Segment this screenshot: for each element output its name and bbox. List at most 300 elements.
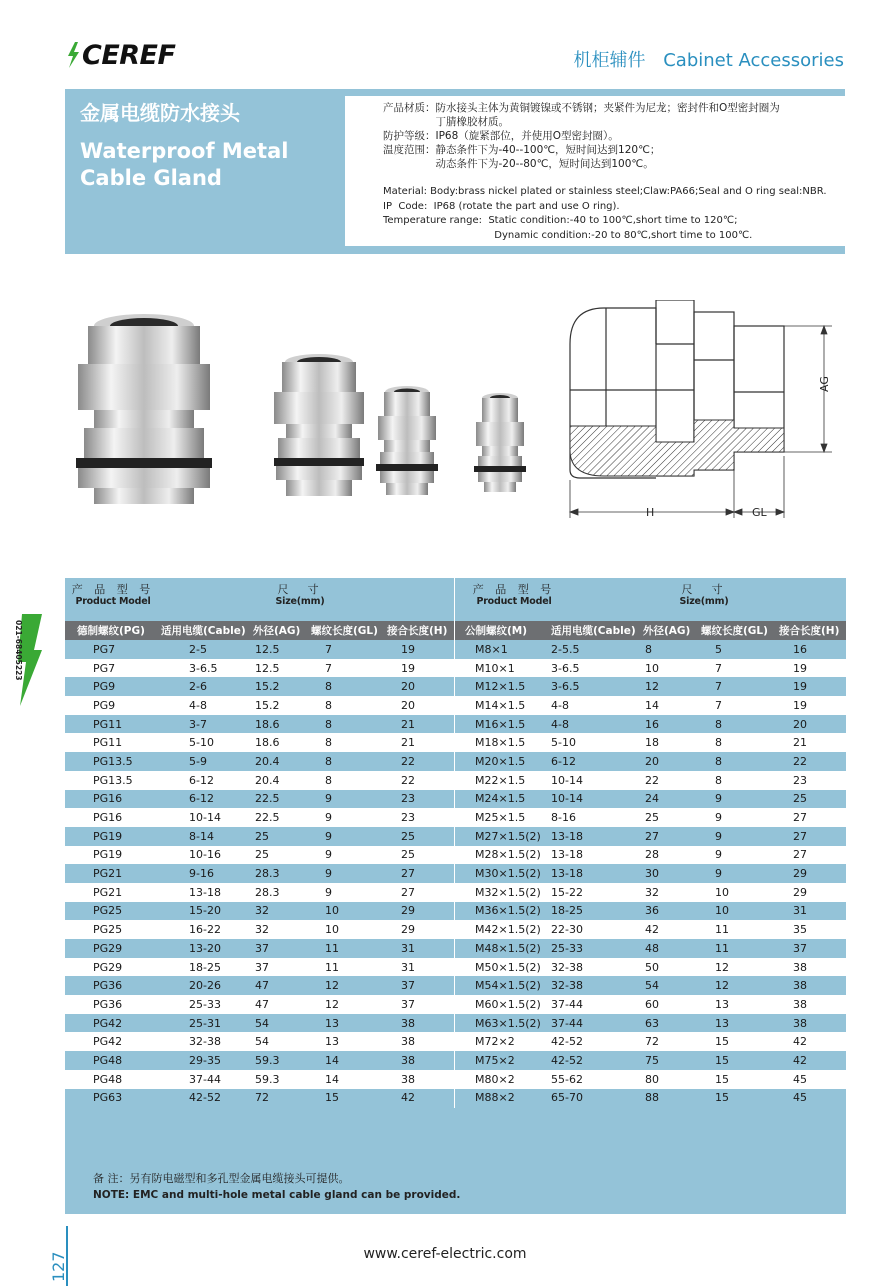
table-row [455,883,846,902]
table-cell: PG36 [93,997,123,1011]
table-cell: 11 [715,941,729,955]
table-cell: 29-35 [189,1053,221,1067]
table-cell: M24×1.5 [475,792,526,806]
table-cell: PG42 [93,1016,123,1030]
table-cell: 32-38 [551,960,583,974]
table-cell: 22 [401,754,415,768]
table-cell: 6-12 [189,792,214,806]
table-cell: 15 [715,1072,729,1086]
table-cell: 54 [645,979,659,993]
table-cell: 32 [255,904,269,918]
table-cell: 25 [645,811,659,825]
table-cell: M22×1.5 [475,773,526,787]
table-cell: 14 [325,1053,339,1067]
table-cell: PG13.5 [93,754,133,768]
table-cell: 15 [715,1091,729,1105]
desc-en-line: Dynamic condition:-20 to 80℃,short time to 100℃. [383,229,753,241]
model-header [67,584,159,608]
table-cell: M14×1.5 [475,698,526,712]
table-cell: 27 [645,829,659,843]
table-row [455,864,846,883]
table-row [65,939,454,958]
table-cell: 25 [255,829,269,843]
bolt-icon [66,42,80,68]
dim-label-h: H [646,506,655,519]
table-cell: 9 [325,848,332,862]
table-cell: 38 [401,1072,415,1086]
table-cell: 19 [401,661,415,675]
note-en: NOTE: EMC and multi-hole metal cable gland can be provided. [93,1189,461,1201]
table-cell: 37 [401,979,415,993]
table-cell: 13-18 [551,867,583,881]
table-cell: 10 [325,904,339,918]
table-cell: PG25 [93,904,123,918]
table-cell: PG16 [93,811,123,825]
table-cell: 13 [325,1016,339,1030]
desc-cn-line: 产品材质：防水接头主体为黄铜镀镍或不锈钢；夹紧件为尼龙；密封件和O型密封圈为 [383,102,780,114]
dim-label-ag: AG [818,376,831,392]
table-row [455,715,846,734]
table-cell: 42 [645,923,659,937]
desc-cn-line: 动态条件下为-20--80℃，短时间达到100℃。 [383,158,654,170]
table-cell: 22 [645,773,659,787]
table-row [455,771,846,790]
table-cell: 25 [401,829,415,843]
table-cell: 22-30 [551,923,583,937]
table-cell: 3-6.5 [189,661,218,675]
spec-table [65,578,846,1214]
side-phone-tab [12,614,42,706]
title-en-line1: Waterproof Metal [80,139,289,163]
table-cell: 10-14 [551,792,583,806]
table-cell: 13 [715,1016,729,1030]
category-cn: 机柜辅件 [573,50,646,71]
table-row [455,752,846,771]
table-cell: 5-10 [551,736,576,750]
column-header: 适用电缆(Cable) [551,625,636,637]
table-cell: 22.5 [255,811,280,825]
table-cell: 8 [715,754,722,768]
table-cell: 21 [793,736,807,750]
table-row [65,846,454,865]
table-cell: 72 [645,1035,659,1049]
table-cell: 38 [401,1016,415,1030]
table-row [65,1070,454,1089]
table-cell: 7 [715,698,722,712]
table-cell: 25 [793,792,807,806]
table-cell: 15 [715,1035,729,1049]
table-cell: 8 [715,736,722,750]
desc-cn-line: 温度范围：静态条件下为-40--100℃，短时间达到120℃； [383,144,661,156]
table-cell: 45 [793,1091,807,1105]
table-cell: 16-22 [189,923,221,937]
table-cell: 27 [401,885,415,899]
table-row [65,677,454,696]
table-row [65,790,454,809]
column-header: 适用电缆(Cable) [161,625,246,637]
table-row [65,883,454,902]
table-row [455,976,846,995]
table-cell: 20-26 [189,979,221,993]
table-cell: 47 [255,997,269,1011]
table-cell: 30 [645,867,659,881]
table-cell: 42 [401,1091,415,1105]
table-cell: PG63 [93,1091,123,1105]
table-cell: M63×1.5(2) [475,1016,541,1030]
table-cell: 5 [715,642,722,656]
note-cn: 备 注：另有防电磁型和多孔型金属电缆接头可提供。 [93,1172,350,1185]
description-en [383,185,843,243]
table-cell: 3-6.5 [551,680,580,694]
table-cell: 59.3 [255,1072,280,1086]
table-row [455,846,846,865]
title-en [80,138,340,192]
table-row [455,1051,846,1070]
table-cell: 12 [325,979,339,993]
desc-cn-line: 防护等级：IP68（旋紧部位，并使用O型密封圈）。 [383,130,619,142]
table-cell: 9 [325,811,332,825]
table-cell: 15-22 [551,885,583,899]
table-cell: 72 [255,1091,269,1105]
table-cell: 20.4 [255,754,280,768]
table-cell: 28.3 [255,885,280,899]
table-cell: 38 [401,1053,415,1067]
table-cell: PG11 [93,736,123,750]
table-cell: 9 [715,829,722,843]
table-cell: 4-8 [189,698,207,712]
table-cell: 42-52 [551,1035,583,1049]
table-cell: 5-9 [189,754,207,768]
table-cell: 25-33 [189,997,221,1011]
table-cell: PG9 [93,680,116,694]
table-cell: M10×1 [475,661,515,675]
table-cell: 13-18 [551,848,583,862]
table-cell: M28×1.5(2) [475,848,541,862]
table-cell: 42-52 [551,1053,583,1067]
column-header: 外径(AG) [643,625,691,637]
table-cell: 29 [793,885,807,899]
gland-large [76,314,212,504]
table-row [65,1032,454,1051]
dim-label-gl: GL [752,506,767,519]
table-cell: 88 [645,1091,659,1105]
table-row [455,1014,846,1033]
table-cell: PG7 [93,661,116,675]
size-header-en: Size(mm) [275,596,325,607]
table-cell: M50×1.5(2) [475,960,541,974]
table-cell: 10 [715,885,729,899]
table-row [455,902,846,921]
table-cell: PG48 [93,1072,123,1086]
table-cell: M8×1 [475,642,508,656]
table-row [455,733,846,752]
table-cell: 19 [793,680,807,694]
table-cell: 63 [645,1016,659,1030]
table-cell: 38 [793,979,807,993]
table-cell: M32×1.5(2) [475,885,541,899]
table-right-body [455,640,846,1107]
table-cell: 15-20 [189,904,221,918]
table-row [65,752,454,771]
table-cell: M60×1.5(2) [475,997,541,1011]
table-cell: PG19 [93,829,123,843]
table-left-group-header [65,578,454,621]
table-cell: 8-14 [189,829,214,843]
gland-medium [274,354,364,496]
table-cell: 25 [401,848,415,862]
table-right [455,578,846,1107]
table-cell: M25×1.5 [475,811,526,825]
table-cell: 23 [793,773,807,787]
table-cell: 11 [325,941,339,955]
table-row [455,995,846,1014]
table-row [65,715,454,734]
table-row [455,1032,846,1051]
table-cell: 48 [645,941,659,955]
table-cell: 8 [325,736,332,750]
table-cell: 11 [325,960,339,974]
table-cell: 8 [715,773,722,787]
table-cell: 13 [325,1035,339,1049]
table-cell: 42 [793,1035,807,1049]
table-row [455,920,846,939]
column-header: 德制螺纹(PG) [77,625,145,637]
table-cell: 28 [645,848,659,862]
table-cell: 38 [793,1016,807,1030]
description-cn [383,101,843,171]
table-right-group-header [455,578,846,621]
table-cell: 9 [325,792,332,806]
table-cell: 12.5 [255,642,280,656]
table-cell: 37 [255,960,269,974]
table-row [455,640,846,659]
table-cell: 8 [325,754,332,768]
table-cell: 20 [401,698,415,712]
table-cell: 18-25 [551,904,583,918]
table-cell: 10 [325,923,339,937]
table-cell: M54×1.5(2) [475,979,541,993]
table-cell: 37-44 [189,1072,221,1086]
table-cell: 38 [793,960,807,974]
size-header-cn: 尺 寸 [277,583,323,596]
table-cell: M18×1.5 [475,736,526,750]
table-cell: 32 [645,885,659,899]
table-row [65,864,454,883]
table-cell: 5-10 [189,736,214,750]
table-cell: 15 [715,1053,729,1067]
desc-en-line: IP Code: IP68 (rotate the part and use O ring). [383,200,620,212]
table-cell: 13-18 [551,829,583,843]
table-cell: 42 [793,1053,807,1067]
table-cell: 9 [715,811,722,825]
table-cell: 13-18 [189,885,221,899]
table-left-body [65,640,454,1107]
title-en-line2: Cable Gland [80,166,222,190]
table-cell: 10 [715,904,729,918]
table-cell: 2-5.5 [551,642,580,656]
table-row [65,808,454,827]
table-cell: 37 [255,941,269,955]
column-header: 接合长度(H) [387,625,448,637]
table-cell: 27 [793,848,807,862]
footer-url: www.ceref-electric.com [363,1246,527,1262]
model-header-cn: 产 品 型 号 [71,583,155,596]
table-cell: PG21 [93,885,123,899]
table-cell: 18-25 [189,960,221,974]
table-cell: 18 [645,736,659,750]
table-row [455,939,846,958]
table-cell: 21 [401,717,415,731]
table-cell: 19 [401,642,415,656]
table-cell: 31 [793,904,807,918]
desc-en-line: Temperature range: Static condition:-40 to 100℃,short time to 120℃; [383,215,738,226]
table-cell: PG42 [93,1035,123,1049]
table-cell: M30×1.5(2) [475,867,541,881]
table-cell: 6-12 [551,754,576,768]
table-cell: 9 [715,792,722,806]
table-cell: PG7 [93,642,116,656]
table-cell: 37-44 [551,1016,583,1030]
table-cell: 47 [255,979,269,993]
side-phone-number: 021-68405223 [14,620,23,681]
table-cell: 59.3 [255,1053,280,1067]
table-cell: 10-14 [551,773,583,787]
table-cell: M72×2 [475,1035,515,1049]
table-cell: 10 [645,661,659,675]
table-cell: 9 [325,829,332,843]
table-row [65,958,454,977]
table-cell: 9 [715,867,722,881]
table-cell: 24 [645,792,659,806]
table-cell: 27 [401,867,415,881]
table-cell: 16 [645,717,659,731]
page-number-text: 127 [49,1251,68,1282]
table-cell: PG13.5 [93,773,133,787]
table-cell: 15.2 [255,698,280,712]
table-cell: 29 [401,904,415,918]
table-row [455,808,846,827]
size-header-en: Size(mm) [679,596,729,607]
table-row [65,976,454,995]
table-cell: 23 [401,811,415,825]
model-header [461,584,567,608]
column-header: 外径(AG) [253,625,301,637]
gland-small [376,386,438,495]
table-cell: 37 [793,941,807,955]
table-cell: M80×2 [475,1072,515,1086]
table-right-column-headers [455,621,846,640]
table-cell: 29 [401,923,415,937]
table-cell: 13 [715,997,729,1011]
table-cell: M48×1.5(2) [475,941,541,955]
table-cell: 18.6 [255,736,280,750]
table-cell: 9 [715,848,722,862]
table-cell: PG25 [93,923,123,937]
table-cell: 25-33 [551,941,583,955]
model-header-en: Product Model [75,596,151,607]
brand-logo [66,40,175,70]
table-cell: 4-8 [551,717,569,731]
table-cell: 15.2 [255,680,280,694]
table-cell: 37 [401,997,415,1011]
table-cell: 80 [645,1072,659,1086]
table-cell: PG11 [93,717,123,731]
table-cell: 22.5 [255,792,280,806]
table-cell: 7 [325,642,332,656]
table-row [65,696,454,715]
table-cell: 31 [401,960,415,974]
table-cell: 25 [255,848,269,862]
desc-cn-line: 丁腈橡胶材质。 [383,116,509,128]
table-cell: 31 [401,941,415,955]
table-cell: 22 [401,773,415,787]
table-cell: 29 [793,867,807,881]
table-cell: 9 [325,867,332,881]
table-row [455,1070,846,1089]
table-cell: 19 [793,698,807,712]
table-cell: PG29 [93,960,123,974]
table-cell: 25-31 [189,1016,221,1030]
table-cell: M16×1.5 [475,717,526,731]
table-cell: PG9 [93,698,116,712]
table-cell: M12×1.5 [475,680,526,694]
size-header [235,584,365,608]
table-cell: PG36 [93,979,123,993]
table-cell: M20×1.5 [475,754,526,768]
table-cell: 7 [715,680,722,694]
table-row [455,827,846,846]
table-cell: PG48 [93,1053,123,1067]
table-row [65,1089,454,1108]
table-cell: 37-44 [551,997,583,1011]
table-cell: 18.6 [255,717,280,731]
table-cell: 8 [645,642,652,656]
table-row [455,958,846,977]
table-cell: 32 [255,923,269,937]
gland-mini [474,393,526,492]
model-header-cn: 产 品 型 号 [472,583,556,596]
table-left [65,578,454,1107]
table-cell: 10-14 [189,811,221,825]
table-cell: 19 [793,661,807,675]
column-header: 公制螺纹(M) [465,625,528,637]
table-cell: 65-70 [551,1091,583,1105]
table-row [65,827,454,846]
table-cell: 12 [645,680,659,694]
table-cell: 16 [793,642,807,656]
table-row [455,677,846,696]
table-cell: 32-38 [189,1035,221,1049]
category-heading [561,46,844,72]
table-cell: 9 [325,885,332,899]
table-cell: 27 [793,829,807,843]
table-cell: 2-5 [189,642,207,656]
table-cell: 54 [255,1035,269,1049]
table-cell: 8 [325,773,332,787]
table-row [65,733,454,752]
category-en: Cabinet Accessories [663,50,844,71]
table-cell: 15 [325,1091,339,1105]
table-row [65,995,454,1014]
table-row [455,696,846,715]
table-cell: 22 [793,754,807,768]
table-row [65,1014,454,1033]
table-cell: 7 [325,661,332,675]
table-row [65,902,454,921]
table-cell: 12 [715,979,729,993]
table-cell: M36×1.5(2) [475,904,541,918]
table-cell: 12.5 [255,661,280,675]
